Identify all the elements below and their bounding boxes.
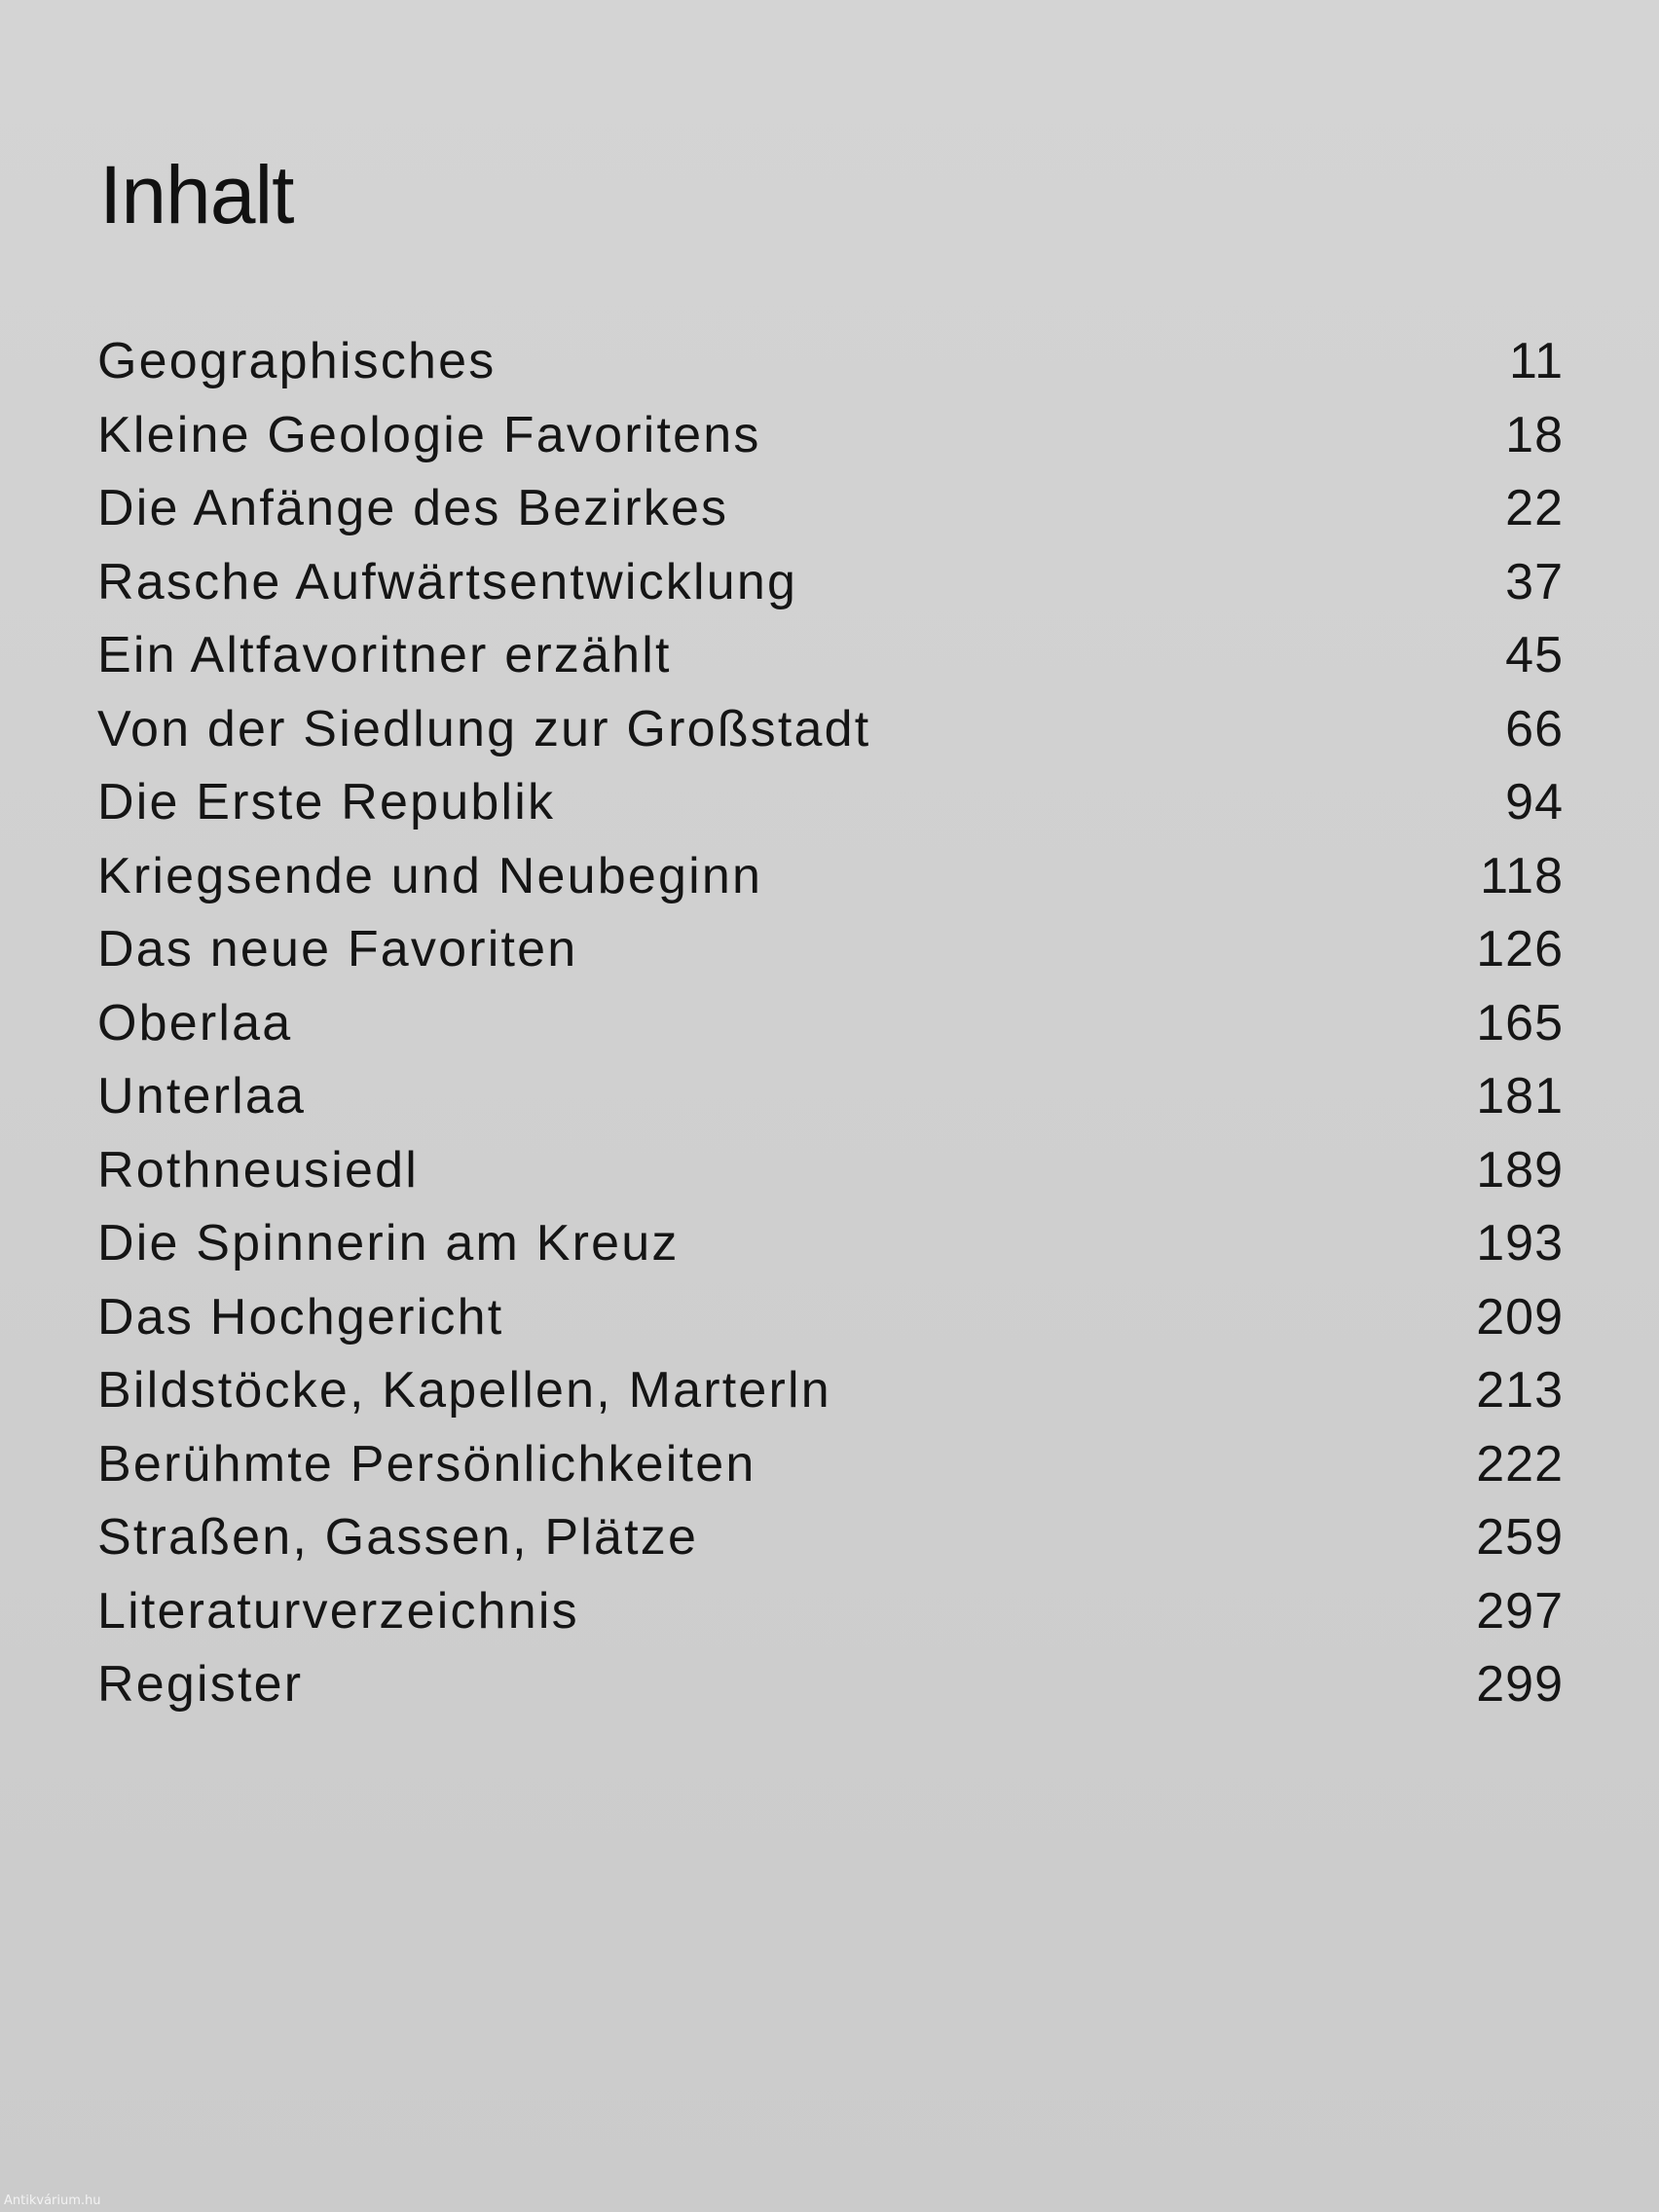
toc-entry-label: Oberlaa <box>97 994 293 1051</box>
toc-entry-page: 259 <box>1476 1509 1564 1566</box>
toc-entry <box>97 693 1564 767</box>
toc-entry <box>97 472 1564 546</box>
toc-entry-page: 94 <box>1505 774 1564 830</box>
toc-entry-page: 45 <box>1505 627 1564 683</box>
toc-entry-page: 222 <box>1476 1435 1564 1493</box>
toc-entry <box>97 1060 1564 1134</box>
toc-entry <box>97 1501 1564 1575</box>
toc-entry-label: Die Spinnerin am Kreuz <box>97 1215 680 1272</box>
toc-entry <box>97 1575 1564 1649</box>
toc-entry-page: 193 <box>1476 1215 1564 1272</box>
toc-entry-label: Rothneusiedl <box>97 1141 419 1198</box>
page-title: Inhalt <box>99 149 294 240</box>
toc-entry-page: 11 <box>1509 333 1564 389</box>
toc-entry-page: 299 <box>1476 1656 1564 1713</box>
toc-entry-label: Register <box>97 1656 304 1713</box>
toc-entry <box>97 1428 1564 1502</box>
toc-entry-page: 66 <box>1505 700 1564 757</box>
toc-entry <box>97 1281 1564 1355</box>
toc-entry-page: 18 <box>1505 406 1564 463</box>
toc-entry-page: 165 <box>1476 994 1564 1051</box>
toc-entry <box>97 987 1564 1061</box>
toc-entry <box>97 546 1564 620</box>
toc-entry-label: Kleine Geologie Favoritens <box>97 406 761 463</box>
toc-entry <box>97 1134 1564 1208</box>
toc-entry <box>97 399 1564 473</box>
toc-entry-label: Geographisches <box>97 333 497 389</box>
toc-entry-label: Ein Altfavoritner erzählt <box>97 627 672 683</box>
toc-entry-label: Die Anfänge des Bezirkes <box>97 480 729 536</box>
toc-entry <box>97 766 1564 840</box>
toc-entry-page: 118 <box>1480 847 1564 904</box>
toc-entry-page: 209 <box>1476 1288 1564 1346</box>
toc-entry-page: 213 <box>1476 1362 1564 1419</box>
watermark: Antikvárium.hu <box>4 2194 101 2208</box>
toc-entry-label: Rasche Aufwärtsentwicklung <box>97 553 798 610</box>
toc-entry-label: Berühmte Persönlichkeiten <box>97 1435 756 1493</box>
toc-entry-label: Die Erste Republik <box>97 774 556 830</box>
toc-entry <box>97 840 1564 914</box>
toc-entry-label: Literaturverzeichnis <box>97 1582 579 1640</box>
toc-entry-page: 189 <box>1476 1141 1564 1198</box>
toc-entry-page: 22 <box>1505 480 1564 536</box>
toc-entry <box>97 913 1564 987</box>
toc-entry <box>97 1648 1564 1722</box>
toc-entry-label: Das neue Favoriten <box>97 921 578 977</box>
toc-entry-label: Straßen, Gassen, Plätze <box>97 1509 699 1566</box>
toc-entry <box>97 619 1564 693</box>
toc-entry <box>97 325 1564 399</box>
toc-entry-label: Von der Siedlung zur Großstadt <box>97 700 871 757</box>
toc-entry-page: 126 <box>1476 921 1564 977</box>
toc-entry-page: 297 <box>1476 1582 1564 1640</box>
toc-entry-label: Bildstöcke, Kapellen, Marterln <box>97 1362 831 1419</box>
toc-entry-label: Das Hochgericht <box>97 1288 504 1346</box>
toc-entry-page: 181 <box>1476 1068 1564 1124</box>
toc-entry-label: Unterlaa <box>97 1068 307 1124</box>
toc-entry <box>97 1354 1564 1428</box>
toc-entry-page: 37 <box>1505 553 1564 610</box>
toc-entry <box>97 1207 1564 1281</box>
toc-entry-label: Kriegsende und Neubeginn <box>97 847 763 904</box>
table-of-contents <box>97 325 1564 1722</box>
